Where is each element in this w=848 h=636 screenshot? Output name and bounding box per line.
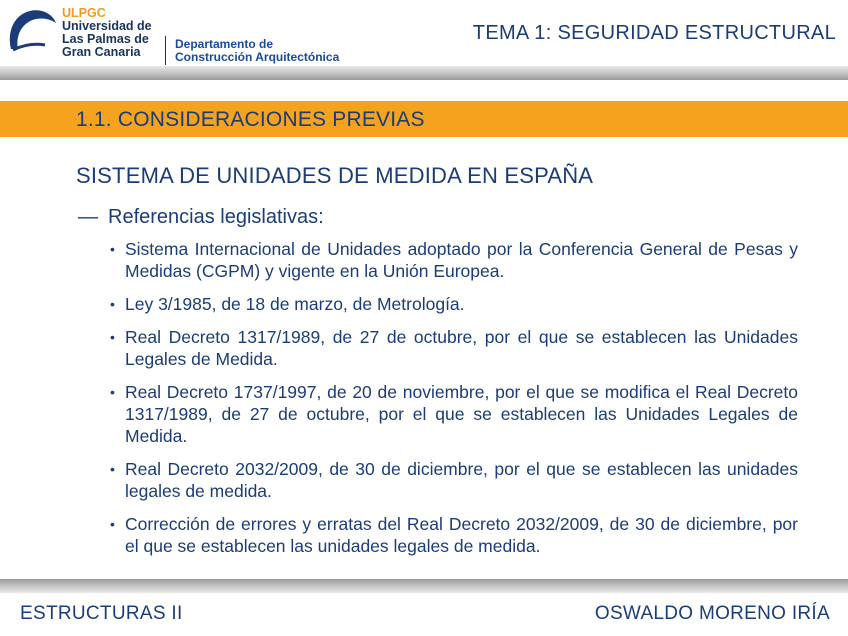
reference-text: Real Decreto 1737/1997, de 20 de noviembre, por el que se modifica el Real Decreto 1317/1989, de 27 de octubre, por el que se establecen las Unidades Legales de Medida. <box>125 382 798 446</box>
reference-text: Corrección de errores y erratas del Real Decreto 2032/2009, de 30 de diciembre, por el que se establecen las unidades legales de medida. <box>125 514 798 556</box>
reference-item <box>110 513 798 557</box>
university-name-line-2: Las Palmas de <box>62 32 149 46</box>
references-list <box>110 238 798 568</box>
reference-text: Real Decreto 1317/1989, de 27 de octubre, por el que se establecen las Unidades Legales de Medida. <box>125 327 798 369</box>
ulpgc-logo-icon <box>3 5 58 55</box>
header-divider <box>165 36 166 65</box>
dash-marker: — <box>78 206 98 228</box>
references-heading <box>78 206 324 229</box>
reference-item <box>110 326 798 370</box>
department-name <box>175 38 405 64</box>
department-name-line-1: Departamento de <box>175 37 274 51</box>
reference-item <box>110 458 798 502</box>
bullet-marker: • <box>110 384 115 400</box>
slide-subtitle: SISTEMA DE UNIDADES DE MEDIDA EN ESPAÑA <box>76 163 594 188</box>
university-name-line-1: Universidad de <box>62 19 152 33</box>
references-heading-label: Referencias legislativas: <box>108 206 324 228</box>
footer-shadow-bar <box>0 579 848 593</box>
reference-item <box>110 238 798 282</box>
reference-text: Real Decreto 2032/2009, de 30 de diciembre, por el que se establecen las unidades legales de medida. <box>125 459 798 501</box>
university-name <box>62 7 172 59</box>
slide-header <box>0 0 848 76</box>
footer-author: OSWALDO MORENO IRÍA <box>594 603 830 624</box>
topic-title: TEMA 1: SEGURIDAD ESTRUCTURAL <box>472 22 836 44</box>
reference-text: Ley 3/1985, de 18 de marzo, de Metrología. <box>125 294 465 314</box>
header-shadow-bar <box>0 66 848 80</box>
reference-item <box>110 381 798 447</box>
university-name-line-3: Gran Canaria <box>62 45 141 59</box>
university-acronym: ULPGC <box>62 6 106 20</box>
bullet-marker: • <box>110 296 115 312</box>
reference-item <box>110 293 798 315</box>
department-name-line-2: Construcción Arquitectónica <box>175 50 340 64</box>
bullet-marker: • <box>110 516 115 532</box>
footer-course: ESTRUCTURAS II <box>20 603 183 624</box>
section-band <box>0 101 848 137</box>
bullet-marker: • <box>110 241 115 257</box>
section-title: 1.1. CONSIDERACIONES PREVIAS <box>76 108 425 131</box>
bullet-marker: • <box>110 461 115 477</box>
bullet-marker: • <box>110 329 115 345</box>
reference-text: Sistema Internacional de Unidades adoptado por la Conferencia General de Pesas y Medidas (CGPM) y vigente en la Unión Europea. <box>125 239 798 281</box>
